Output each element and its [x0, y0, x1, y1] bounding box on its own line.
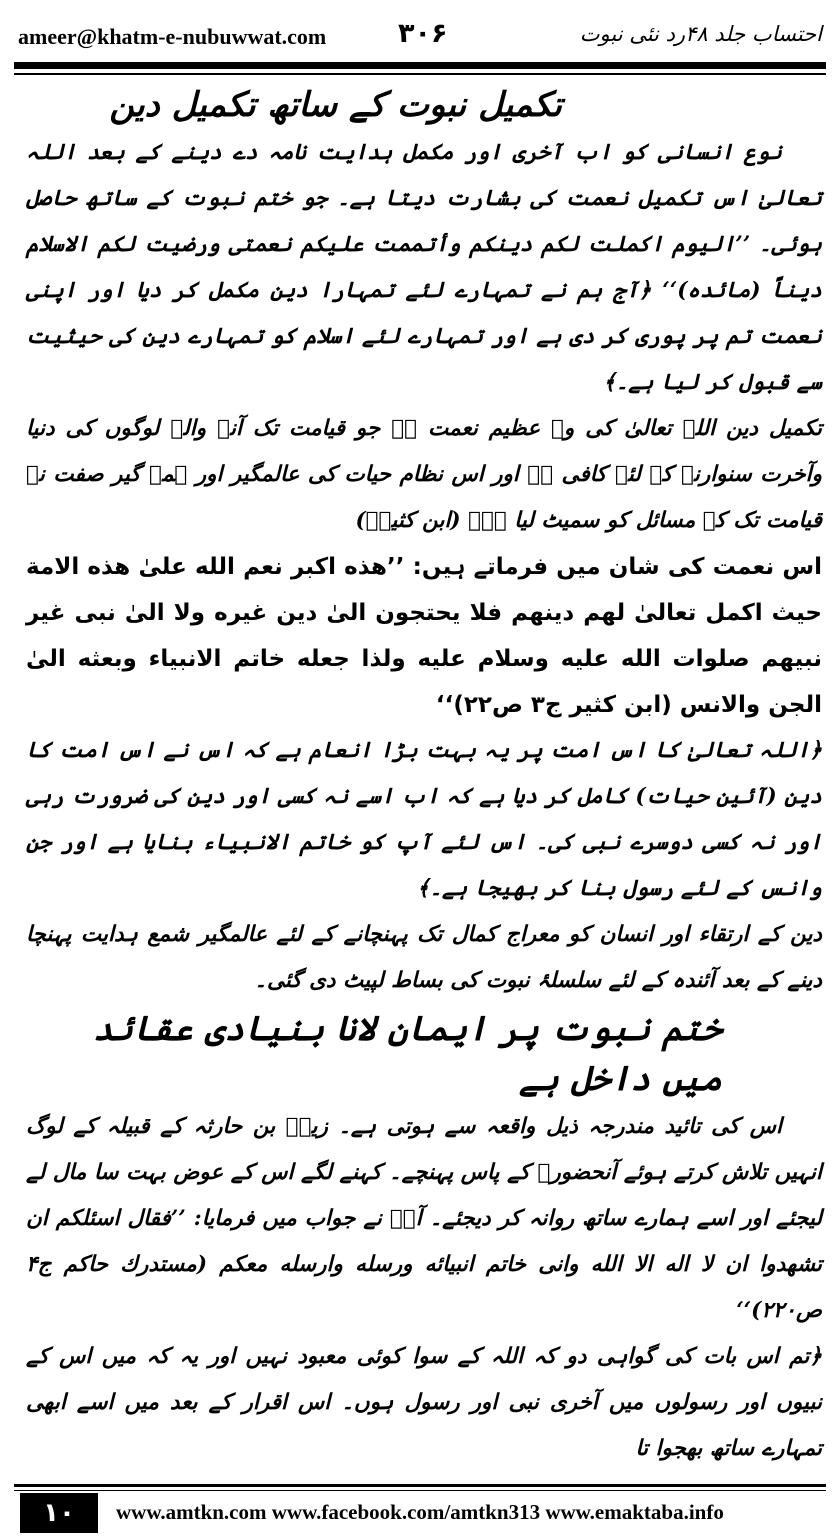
page-header: [18, 18, 822, 58]
section-heading: ختم نبوت پر ایمان لانا بنیادی عقائد میں داخل ہے: [93, 1009, 722, 1099]
footer-page-number: ۱۰: [20, 1493, 98, 1533]
paragraph: دین کے ارتقاء اور انسان کو معراج کمال تک پہنچانے کے لئے عالمگیر شمع ہدایت پہنچا دینے کے بعد آئندہ کے لئے سلسلۂ نبوت کی بساط لپیٹ دی گئی۔: [26, 922, 822, 993]
footer-rule-thin: [14, 1490, 826, 1491]
header-page-number: ۳۰۶: [398, 18, 448, 49]
paragraph: ﴿اللہ تعالیٰ کا اس امت پر یہ بہت بڑا انعام ہے کہ اس نے اس امت کا دین (آئین حیات) کامل کر دیا ہے کہ اب اسے نہ کسی اور دین کی ضرورت رہی اور نہ کسی دوسرے نبی کی۔ اس لئے آپ کو خاتم الانبیاء بنایا ہے اور جن وانس کے لئے رسول بنا کر بھیجا ہے۔﴾: [26, 738, 822, 901]
header-book-title: احتساب جلد ۴۸رد نئی نبوت: [579, 22, 822, 46]
page-body: [26, 80, 822, 1472]
paragraph: ﴿تم اس بات کی گواہی دو کہ اللہ کے سوا کوئی معبود نہیں اور یہ کہ میں اس کے نبیوں اور رسولوں میں آخری نبی اور رسول ہوں۔ اس اقرار کے بعد میں اسے ابھی تمہارے ساتھ بھجوا تا: [26, 1344, 822, 1461]
section-heading: تکمیل نبوت کے ساتھ تکمیل دین: [109, 85, 562, 125]
header-rule-thin: [14, 73, 826, 75]
paragraph: اس کی تائید مندرجہ ذیل واقعہ سے ہوتی ہے۔ زیدؓ بن حارثہ کے قبیلہ کے لوگ انہیں تلاش کرتے ہوئے آنحضورﷺ کے پاس پہنچے۔ کہنے لگے اس کے عوض بہت سا مال لے لیجئے اور اسے ہمارے ساتھ روانہ کر دیجئے۔ آپؐ نے جواب میں فرمایا: ’’فقال اسئلكم ان تشهدوا ان لا اله الا الله وانى خاتم انبيائه ورسله وارسله معكم (مستدرك حاكم ج۴ ص۲۲۰)‘‘: [26, 1114, 822, 1323]
footer-rule-thick: [14, 1484, 826, 1487]
paragraph: تکمیل دین اللہ تعالیٰ کی وہ عظیم نعمت ہے جو قیامت تک آنے والے لوگوں کی دنیا وآخرت سنوارنے کے لئے کافی ہے اور اس نظام حیات کی عالمگیر اور ہمہ گیر صفت نے قیامت تک کے مسائل کو سمیٹ لیا ہے۔ (ابن کثیرؒ): [26, 416, 822, 533]
arabic-quote: اس نعمت کی شان میں فرماتے ہیں: ’’هذه اكبر نعم الله علىٰ هذه الامة حيث اكمل تعالىٰ لهم دينهم فلا يحتجون الىٰ دين غيره ولا الىٰ نبى غير نبيهم صلوات الله عليه وسلام عليه ولذا جعله خاتم الانبياء وبعثه الىٰ الجن والانس (ابن كثير ج۳ ص۲۲)‘‘: [26, 554, 822, 718]
footer-links[interactable]: www.amtkn.com www.facebook.com/amtkn313 www.emaktaba.info: [116, 1500, 724, 1524]
header-rule-thick: [14, 62, 826, 69]
paragraph: نوع انسانی کو اب آخری اور مکمل ہدایت نامہ دے دینے کے بعد اللہ تعالیٰ اس تکمیل نعمت کی بشارت دیتا ہے۔ جو ختم نبوت کے ساتھ حاصل ہوئی۔ ’’الیوم اکملت لکم دینکم وأتممت علیکم نعمتی ورضیت لکم الاسلام دیناً (مائدہ)‘‘ ﴿آج ہم نے تمہارے لئے تمہارا دین مکمل کر دیا اور اپنی نعمت تم پر پوری کر دی ہے اور تمہارے لئے اسلام کو تمہارے دین کی حیثیت سے قبول کر لیا ہے۔﴾: [26, 140, 822, 395]
header-email: ameer@khatm-e-nubuwwat.com: [18, 24, 327, 49]
